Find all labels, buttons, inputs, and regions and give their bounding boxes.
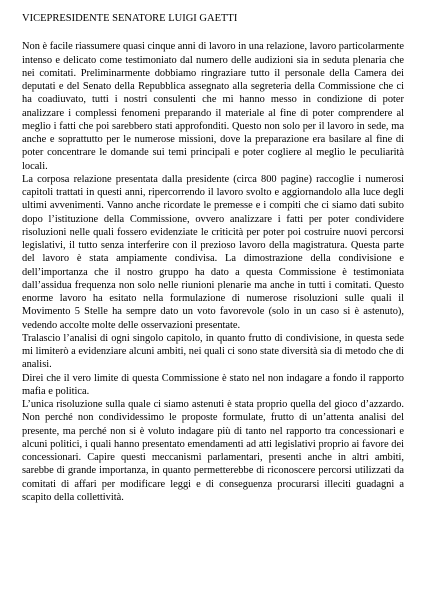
paragraph-3: Tralascio l’analisi di ogni singolo capitolo, in quanto frutto di condivisione, in questa sede mi limiterò a evidenziare alcuni ambiti, nei quali ci sono state diversità sia di metodo che di analisi. [22,332,404,371]
paragraph-1: Non è facile riassumere quasi cinque anni di lavoro in una relazione, lavoro particolarmente intenso e delicato come testimoniato dal numero delle audizioni sia in seduta plenaria che nei comitati. Preliminarmente dobbiamo ringraziare tutto il personale della Camera dei deputati e del Senato della Repubblica assegnato alla segreteria della Commissione che ci ha coadiuvato, tutti i nostri consulenti che mi hanno messo in condizione di poter analizzare i complessi fenomeni preparando il materiale al fine di poter comprendere al meglio i fatti che poi sarebbero stati approfonditi. Questo non solo per il lavoro in sede, ma anche e soprattutto per le numerose missioni, dove la preparazione era basilare al fine di poter concentrare le domande sui temi principali e poter cogliere al meglio le peculiarità locali. [22,41,404,172]
paragraph-2: La corposa relazione presentata dalla presidente (circa 800 pagine) raccoglie i numerosi capitoli trattati in questi anni, ripercorrendo il lavoro svolto e aggiornandolo alla luce degli ultimi avvenimenti. Vanno anche ricordate le premesse e i compiti che ci siamo dati subito dopo l’istituzione della Commissione, ovvero analizzare i fatti per poter condividere risoluzioni nelle quali fossero evidenziate le criticità per poter poi costruire nuovi percorsi legislativi, il tutto senza interferire con il prezioso lavoro della magistratura. Questa parte del lavoro è stata ampiamente condivisa. La dimostrazione della condivisione e dell’importanza che il nostro gruppo ha dato a questa Commissione è testimoniata dall’assidua frequenza non solo nelle riunioni plenarie ma anche in tutti i comitati. Questo enorme lavoro ha esitato nella formulazione di numerose risoluzioni sulle quali il Movimento 5 Stelle ha sempre dato un voto favorevole (solo in un caso si è astenuto), vedendo accolte molte delle osservazioni presentate. [22,173,404,331]
paragraph-5: L’unica risoluzione sulla quale ci siamo astenuti è stata proprio quella del gioco d’azzardo. Non perché non condividessimo le proposte formulate, frutto di un’attenta analisi del presente, ma perché non si è voluto indagare più di tanto nel rapporto tra concessionari e alcuni politici, i quali hanno presentato emendamenti ad atti legislativi proprio ai favore dei concessionari. Capire questi meccanismi parlamentari, presenti anche in altri ambiti, sarebbe di grande importanza, in quanto permetterebbe di riconoscere percorsi utilizzati da comitati di affari per modificare leggi e di conseguenza procurarsi illeciti guadagni a scapito della collettività. [22,399,404,503]
paragraph-4: Direi che il vero limite di questa Commissione è stato nel non indagare a fondo il rapporto mafia e politica. [22,372,404,397]
document-title: VICEPRESIDENTE SENATORE LUIGI GAETTI [22,13,238,24]
document-body [22,12,404,504]
